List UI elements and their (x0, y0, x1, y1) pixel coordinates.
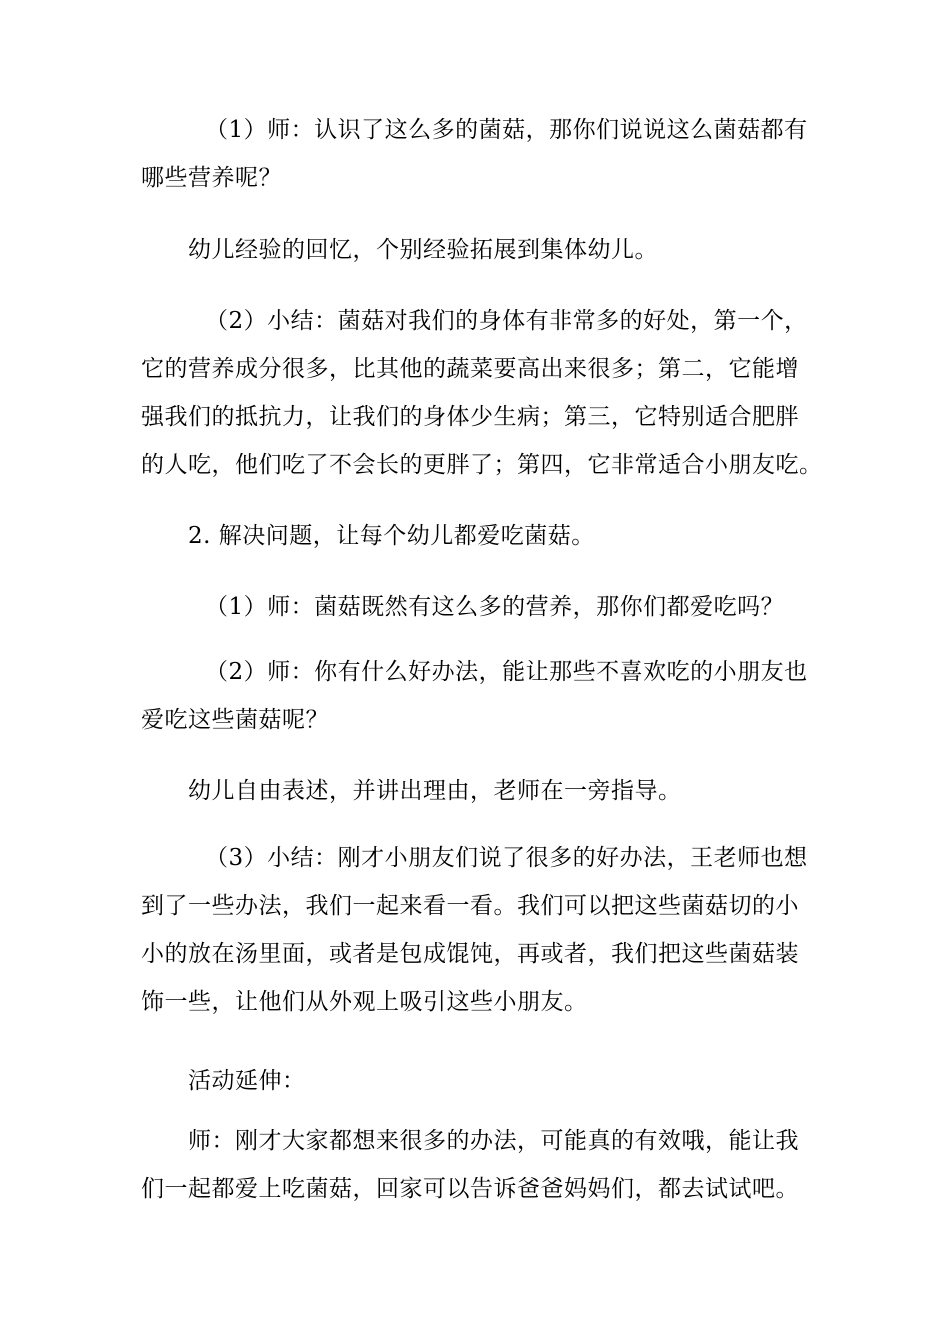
text-line: （2）小结：菌菇对我们的身体有非常多的好处，第一个， (205, 308, 808, 334)
paragraph-teacher-question-like (141, 583, 821, 631)
paragraph-teacher-question-nutrition (141, 106, 821, 202)
text-line: 饰一些，让他们从外观上吸引这些小朋友。 (141, 989, 588, 1015)
text-line: 2. 解决问题，让每个幼儿都爱吃菌菇。 (188, 523, 595, 549)
text-line: 强我们的抵抗力，让我们的身体少生病；第三，它特别适合肥胖 (141, 404, 799, 430)
paragraph-section-heading-2 (141, 512, 821, 560)
text-line: 爱吃这些菌菇呢？ (141, 707, 329, 733)
text-line: 幼儿自由表述，并讲出理由，老师在一旁指导。 (188, 778, 682, 804)
text-line: （2）师：你有什么好办法，能让那些不喜欢吃的小朋友也 (205, 659, 808, 685)
paragraph-summary-methods (141, 834, 821, 1026)
text-line: （1）师：认识了这么多的菌菇，那你们说说这么菌菇都有 (205, 117, 808, 143)
paragraph-teacher-closing (141, 1117, 821, 1213)
text-line: 哪些营养呢？ (141, 165, 282, 191)
paragraph-summary-benefits (141, 297, 821, 489)
text-line: 幼儿经验的回忆，个别经验拓展到集体幼儿。 (188, 237, 658, 263)
text-line: 到了一些办法，我们一起来看一看。我们可以把这些菌菇切的小 (141, 893, 799, 919)
text-line: 的人吃，他们吃了不会长的更胖了；第四，它非常适合小朋友吃。 (141, 452, 823, 478)
paragraph-activity-extension-heading (141, 1057, 821, 1105)
paragraph-child-free-expression (141, 767, 821, 815)
text-line: 小的放在汤里面，或者是包成馄饨，再或者，我们把这些菌菇装 (141, 941, 799, 967)
text-line: 们一起都爱上吃菌菇，回家可以告诉爸爸妈妈们，都去试试吧。 (141, 1176, 799, 1202)
text-line: 活动延伸： (188, 1068, 306, 1094)
text-line: 它的营养成分很多，比其他的蔬菜要高出来很多；第二，它能增 (141, 356, 799, 382)
paragraph-child-experience (141, 226, 821, 274)
text-line: （1）师：菌菇既然有这么多的营养，那你们都爱吃吗？ (205, 594, 785, 620)
text-line: （3）小结：刚才小朋友们说了很多的好办法，王老师也想 (205, 845, 808, 871)
paragraph-teacher-question-methods (141, 648, 821, 744)
text-line: 师：刚才大家都想来很多的办法，可能真的有效哦，能让我 (188, 1128, 799, 1154)
